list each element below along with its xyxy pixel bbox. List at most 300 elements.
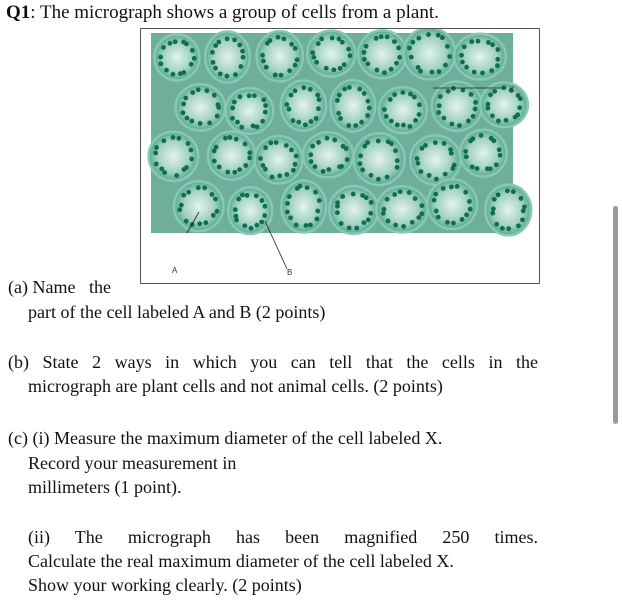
chloroplast (252, 93, 257, 98)
chloroplast (181, 110, 186, 115)
chloroplast (233, 207, 238, 212)
chloroplast (340, 40, 345, 45)
chloroplast (181, 193, 186, 198)
chloroplast (357, 161, 362, 166)
chloroplast (348, 53, 353, 58)
chloroplast (506, 226, 511, 231)
chloroplast (407, 124, 412, 129)
chloroplast (316, 106, 321, 111)
chloroplast (234, 137, 239, 142)
chloroplast (410, 40, 415, 45)
chloroplast (242, 223, 247, 228)
chloroplast (480, 71, 485, 76)
chloroplast (243, 142, 248, 147)
chloroplast (190, 90, 195, 95)
chloroplast (274, 140, 279, 145)
question-title-text: : The micrograph shows a group of cells from a plant. (30, 2, 439, 23)
chloroplast (310, 50, 315, 55)
chloroplast (392, 192, 397, 197)
chloroplast (417, 102, 422, 107)
chloroplast (254, 223, 259, 228)
chloroplast (449, 184, 454, 189)
chloroplast (154, 145, 159, 150)
chloroplast (268, 140, 273, 145)
chloroplast (495, 47, 500, 52)
label-x: X (509, 85, 515, 94)
chloroplast (473, 107, 478, 112)
chloroplast (263, 103, 268, 108)
chloroplast (447, 54, 452, 59)
chloroplast (261, 163, 266, 168)
chloroplast (189, 148, 194, 153)
chloroplast (410, 220, 415, 225)
chloroplast (315, 93, 320, 98)
chloroplast (294, 154, 299, 159)
chloroplast (237, 43, 242, 48)
chloroplast (437, 69, 442, 74)
part-c-ii-line3: Show your working clearly. (2 points) (28, 575, 302, 595)
chloroplast (218, 71, 223, 76)
chloroplast (497, 147, 502, 152)
chloroplast (407, 190, 412, 195)
chloroplast (314, 60, 319, 65)
chloroplast (366, 99, 371, 104)
chloroplast (284, 143, 289, 148)
chloroplast (397, 55, 402, 60)
chloroplast (230, 116, 235, 121)
chloroplast (251, 123, 256, 128)
part-c-line3: millimeters (1 point). (28, 477, 182, 497)
chloroplast (460, 60, 465, 65)
chloroplast (416, 215, 421, 220)
chloroplast (330, 36, 335, 41)
chloroplast (469, 92, 474, 97)
chloroplast (259, 220, 264, 225)
chloroplast (158, 61, 163, 66)
micrograph-image (141, 29, 539, 283)
chloroplast (174, 173, 179, 178)
chloroplast (214, 145, 219, 150)
chloroplast (254, 193, 259, 198)
chloroplast (335, 98, 340, 103)
chloroplast (395, 123, 400, 128)
chloroplast (176, 136, 181, 141)
part-a-word1: (a) Name (8, 277, 76, 297)
chloroplast (261, 59, 266, 64)
chloroplast (416, 36, 421, 41)
chloroplast (342, 62, 347, 67)
chloroplast (469, 39, 474, 44)
chloroplast (464, 154, 469, 159)
chloroplast (239, 125, 244, 130)
chloroplast (224, 74, 229, 79)
chloroplast (433, 192, 438, 197)
chloroplast (213, 197, 218, 202)
chloroplast (494, 222, 499, 227)
chloroplast (168, 41, 173, 46)
chloroplast (395, 165, 400, 170)
chloroplast (217, 164, 222, 169)
chloroplast (321, 169, 326, 174)
chloroplast (494, 162, 499, 167)
chloroplast (258, 156, 263, 161)
chloroplast (353, 123, 358, 128)
chloroplast (236, 197, 241, 202)
chloroplast (314, 116, 319, 121)
plant-cell (281, 181, 326, 233)
chloroplast (291, 118, 296, 123)
chloroplast (182, 167, 187, 172)
chloroplast (440, 35, 445, 40)
chloroplast (423, 143, 428, 148)
chloroplast (261, 97, 266, 102)
chloroplast (389, 141, 394, 146)
chloroplast (491, 138, 496, 143)
chloroplast (293, 88, 298, 93)
chloroplast (247, 150, 252, 155)
chloroplast (362, 50, 367, 55)
chloroplast (264, 65, 269, 70)
chloroplast (417, 112, 422, 117)
chloroplast (485, 102, 490, 107)
question-number: Q1 (6, 2, 31, 23)
chloroplast (189, 119, 194, 124)
chloroplast (365, 61, 370, 66)
chloroplast (161, 138, 166, 143)
chloroplast (304, 223, 309, 228)
chloroplast (376, 177, 381, 182)
chloroplast (462, 44, 467, 49)
chloroplast (376, 139, 381, 144)
chloroplast (364, 44, 369, 49)
chloroplast (190, 48, 195, 53)
chloroplast (489, 68, 494, 73)
chloroplast (247, 156, 252, 161)
chloroplast (522, 204, 527, 209)
chloroplast (287, 194, 292, 199)
chloroplast (233, 214, 238, 219)
chloroplast (240, 192, 245, 197)
label-b: B (287, 268, 293, 277)
chloroplast (293, 162, 298, 167)
chloroplast (171, 72, 176, 77)
chloroplast (492, 89, 497, 94)
chloroplast (357, 87, 362, 92)
chloroplast (238, 64, 243, 69)
chloroplast (196, 87, 201, 92)
chloroplast (351, 192, 356, 197)
chloroplast (347, 85, 352, 90)
chloroplast (308, 152, 313, 157)
chloroplast (154, 162, 159, 167)
chloroplast (416, 65, 421, 70)
chloroplast (398, 189, 403, 194)
chloroplast (449, 122, 454, 127)
chloroplast (369, 173, 374, 178)
chloroplast (287, 68, 292, 73)
chloroplast (289, 42, 294, 47)
chloroplast (215, 114, 220, 119)
chloroplast (384, 114, 389, 119)
chloroplast (471, 114, 476, 119)
chloroplast (233, 72, 238, 77)
chloroplast (437, 103, 442, 108)
chloroplast (490, 211, 495, 216)
chloroplast (338, 116, 343, 121)
chloroplast (364, 195, 369, 200)
chloroplast (495, 57, 500, 62)
chloroplast (346, 47, 351, 52)
chloroplast (495, 63, 500, 68)
chloroplast (395, 158, 400, 163)
chloroplast (268, 38, 273, 43)
chloroplast (281, 36, 286, 41)
chloroplast (392, 39, 397, 44)
part-c-line2: Record your measurement in (28, 453, 237, 473)
chloroplast (287, 107, 292, 112)
chloroplast (232, 170, 237, 175)
chloroplast (346, 123, 351, 128)
chloroplast (432, 198, 437, 203)
chloroplast (171, 135, 176, 140)
chloroplast (426, 32, 431, 37)
chloroplast (309, 119, 314, 124)
part-b-line2: micrograph are plant cells and not animal cells. (2 points) (28, 376, 443, 396)
chloroplast (213, 66, 218, 71)
chloroplast (295, 57, 300, 62)
chloroplast (189, 62, 194, 67)
part-a-line2: part of the cell labeled A and B (2 points) (28, 302, 326, 322)
chloroplast (358, 153, 363, 158)
chloroplast (260, 53, 265, 58)
chloroplast (409, 55, 414, 60)
chloroplast (419, 203, 424, 208)
chloroplast (316, 140, 321, 145)
chloroplast (247, 93, 252, 98)
chloroplast (367, 106, 372, 111)
chloroplast (490, 42, 495, 47)
chloroplast (342, 87, 347, 92)
chloroplast (445, 44, 450, 49)
chloroplast (473, 100, 478, 105)
chloroplast (311, 55, 316, 60)
chloroplast (313, 190, 318, 195)
chloroplast (158, 55, 163, 60)
chloroplast (215, 209, 220, 214)
chloroplast (335, 200, 340, 205)
chloroplast (470, 165, 475, 170)
chloroplast (385, 175, 390, 180)
chloroplast (289, 148, 294, 153)
chloroplast (324, 66, 329, 71)
chloroplast (359, 120, 364, 125)
chloroplast (389, 119, 394, 124)
chloroplast (178, 71, 183, 76)
chloroplast (471, 136, 476, 141)
chloroplast (209, 192, 214, 197)
chloroplast (184, 41, 189, 46)
chloroplast (202, 185, 207, 190)
chloroplast (319, 36, 324, 41)
chloroplast (498, 153, 503, 158)
chloroplast (457, 123, 462, 128)
chloroplast (225, 170, 230, 175)
chloroplast (212, 93, 217, 98)
chloroplast (492, 197, 497, 202)
chloroplast (381, 211, 386, 216)
chloroplast (230, 106, 235, 111)
chloroplast (325, 136, 330, 141)
chloroplast (472, 70, 477, 75)
chloroplast (211, 60, 216, 65)
chloroplast (485, 166, 490, 171)
chloroplast (228, 135, 233, 140)
chloroplast (401, 224, 406, 229)
chloroplast (475, 166, 480, 171)
chloroplast (159, 166, 164, 171)
chloroplast (433, 140, 438, 145)
chloroplast (442, 116, 447, 121)
chloroplast (181, 102, 186, 107)
chloroplast (273, 73, 278, 78)
chloroplast (385, 197, 390, 202)
chloroplast (460, 217, 465, 222)
chloroplast (198, 121, 203, 126)
chloroplast (225, 36, 230, 41)
chloroplast (263, 145, 268, 150)
chloroplast (332, 138, 337, 143)
chloroplast (285, 201, 290, 206)
chloroplast (466, 119, 471, 124)
chloroplast (479, 133, 484, 138)
chloroplast (245, 193, 250, 198)
chloroplast (451, 221, 456, 226)
chloroplast (408, 92, 413, 97)
chloroplast (285, 210, 290, 215)
chloroplast (259, 198, 264, 203)
part-b-line1: (b) State 2 ways in which you can tell that the cells in the (8, 352, 538, 372)
chloroplast (262, 213, 267, 218)
chloroplast (464, 65, 469, 70)
chloroplast (491, 206, 496, 211)
chloroplast (326, 167, 331, 172)
chloroplast (284, 102, 289, 107)
vertical-scrollbar[interactable] (613, 206, 618, 424)
chloroplast (436, 33, 441, 38)
chloroplast (309, 159, 314, 164)
chloroplast (445, 220, 450, 225)
chloroplast (186, 190, 191, 195)
chloroplast (519, 196, 524, 201)
chloroplast (389, 67, 394, 72)
chloroplast (177, 207, 182, 212)
part-a-line1 (8, 275, 111, 299)
chloroplast (459, 53, 464, 58)
chloroplast (365, 113, 370, 118)
chloroplast (368, 211, 373, 216)
chloroplast (335, 210, 340, 215)
chloroplast (345, 157, 350, 162)
chloroplast (232, 37, 237, 42)
chloroplast (407, 46, 412, 51)
chloroplast (305, 185, 310, 190)
micrograph-figure (140, 28, 540, 284)
chloroplast (419, 169, 424, 174)
chloroplast (369, 200, 374, 205)
chloroplast (270, 175, 275, 180)
chloroplast (276, 35, 281, 40)
chloroplast (362, 91, 367, 96)
chloroplast (438, 94, 443, 99)
part-a-word2: the (88, 277, 111, 297)
chloroplast (490, 113, 495, 118)
chloroplast (173, 39, 178, 44)
chloroplast (520, 217, 525, 222)
chloroplast (434, 177, 439, 182)
chloroplast (308, 223, 313, 228)
chloroplast (184, 219, 189, 224)
chloroplast (238, 94, 243, 99)
chloroplast (434, 209, 439, 214)
chloroplast (338, 66, 343, 71)
chloroplast (344, 146, 349, 151)
chloroplast (216, 40, 221, 45)
chloroplast (337, 93, 342, 98)
chloroplast (317, 97, 322, 102)
chloroplast (416, 161, 421, 166)
chloroplast (382, 70, 387, 75)
chloroplast (316, 41, 321, 46)
chloroplast (505, 188, 510, 193)
chloroplast (388, 97, 393, 102)
chloroplast (488, 92, 493, 97)
chloroplast (401, 123, 406, 128)
chloroplast (441, 186, 446, 191)
chloroplast (365, 140, 370, 145)
part-c-ii-line1: (ii) The micrograph has been magnified 250 times. (28, 527, 538, 547)
chloroplast (240, 49, 245, 54)
chloroplast (496, 192, 501, 197)
chloroplast (443, 172, 448, 177)
chloroplast (186, 141, 191, 146)
chloroplast (211, 213, 216, 218)
chloroplast (449, 151, 454, 156)
question-title (6, 2, 439, 24)
chloroplast (386, 219, 391, 224)
chloroplast (362, 57, 367, 62)
chloroplast (496, 119, 501, 124)
chloroplast (216, 102, 221, 107)
chloroplast (354, 226, 359, 231)
chloroplast (382, 207, 387, 212)
chloroplast (284, 172, 289, 177)
chloroplast (467, 199, 472, 204)
chloroplast (232, 100, 237, 105)
part-c-line1: (c) (i) Measure the maximum diameter of the cell labeled X. (8, 428, 443, 448)
chloroplast (313, 164, 318, 169)
chloroplast (301, 85, 306, 90)
chloroplast (463, 190, 468, 195)
chloroplast (235, 120, 240, 125)
chloroplast (179, 203, 184, 208)
chloroplast (317, 198, 322, 203)
chloroplast (197, 221, 202, 226)
chloroplast (279, 73, 284, 78)
chloroplast (518, 96, 523, 101)
chloroplast (212, 159, 217, 164)
chloroplast (164, 68, 169, 73)
chloroplast (183, 96, 188, 101)
